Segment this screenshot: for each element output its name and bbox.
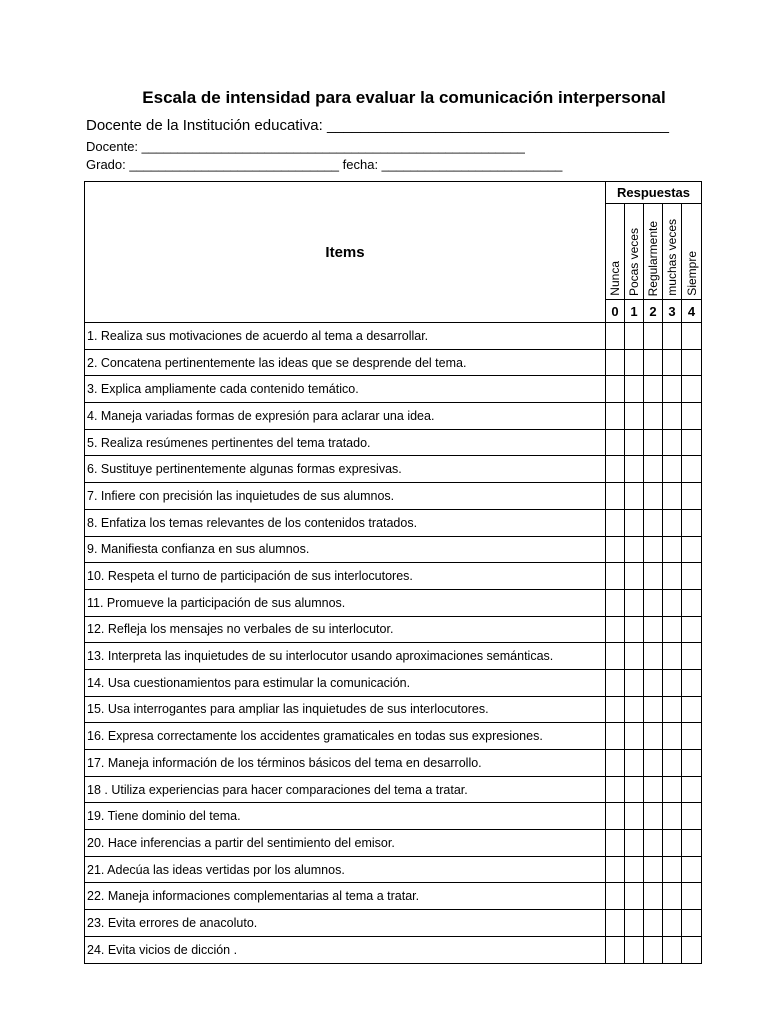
item-text: 6. Sustituye pertinentemente algunas formas expresivas. — [85, 456, 606, 483]
table-row — [85, 509, 702, 536]
response-checkbox-3[interactable] — [663, 376, 682, 403]
response-checkbox-1[interactable] — [625, 563, 644, 590]
scale-label: muchas veces — [665, 219, 679, 296]
response-checkbox-2[interactable] — [644, 536, 663, 563]
table-row — [85, 883, 702, 910]
scale-value: 4 — [682, 300, 702, 323]
table-row — [85, 830, 702, 857]
response-checkbox-3[interactable] — [663, 696, 682, 723]
response-checkbox-0[interactable] — [606, 776, 625, 803]
scale-label: Regularmente — [646, 220, 660, 296]
response-checkbox-1[interactable] — [625, 589, 644, 616]
scale-label-cell — [663, 204, 682, 300]
table-row — [85, 563, 702, 590]
table-row — [85, 723, 702, 750]
response-checkbox-0[interactable] — [606, 536, 625, 563]
response-checkbox-4[interactable] — [682, 509, 702, 536]
response-checkbox-2[interactable] — [644, 456, 663, 483]
response-checkbox-0[interactable] — [606, 616, 625, 643]
scale-label-cell — [625, 204, 644, 300]
response-checkbox-0[interactable] — [606, 349, 625, 376]
response-checkbox-3[interactable] — [663, 830, 682, 857]
grade-date-field: Grado: _____________________________ fecha: _________________________ — [86, 157, 563, 172]
response-checkbox-3[interactable] — [663, 456, 682, 483]
item-text: 18 . Utiliza experiencias para hacer comparaciones del tema a tratar. — [85, 776, 606, 803]
response-checkbox-0[interactable] — [606, 403, 625, 430]
response-checkbox-3[interactable] — [663, 483, 682, 510]
response-checkbox-3[interactable] — [663, 403, 682, 430]
response-checkbox-3[interactable] — [663, 936, 682, 963]
response-checkbox-3[interactable] — [663, 563, 682, 590]
response-checkbox-2[interactable] — [644, 776, 663, 803]
response-checkbox-2[interactable] — [644, 803, 663, 830]
response-checkbox-1[interactable] — [625, 616, 644, 643]
response-checkbox-1[interactable] — [625, 830, 644, 857]
table-row — [85, 936, 702, 963]
response-checkbox-0[interactable] — [606, 883, 625, 910]
item-text: 16. Expresa correctamente los accidentes gramaticales en todas sus expresiones. — [85, 723, 606, 750]
response-checkbox-4[interactable] — [682, 776, 702, 803]
response-checkbox-1[interactable] — [625, 750, 644, 777]
item-text: 22. Maneja informaciones complementarias al tema a tratar. — [85, 883, 606, 910]
response-checkbox-2[interactable] — [644, 403, 663, 430]
response-checkbox-1[interactable] — [625, 429, 644, 456]
response-checkbox-0[interactable] — [606, 750, 625, 777]
response-checkbox-1[interactable] — [625, 696, 644, 723]
response-checkbox-1[interactable] — [625, 669, 644, 696]
response-checkbox-4[interactable] — [682, 483, 702, 510]
response-checkbox-0[interactable] — [606, 936, 625, 963]
response-checkbox-3[interactable] — [663, 589, 682, 616]
response-checkbox-2[interactable] — [644, 376, 663, 403]
scale-value: 0 — [606, 300, 625, 323]
response-checkbox-2[interactable] — [644, 936, 663, 963]
item-text: 5. Realiza resúmenes pertinentes del tema tratado. — [85, 429, 606, 456]
table-row — [85, 856, 702, 883]
response-checkbox-2[interactable] — [644, 723, 663, 750]
response-checkbox-4[interactable] — [682, 936, 702, 963]
item-text: 24. Evita vicios de dicción . — [85, 936, 606, 963]
table-row — [85, 750, 702, 777]
response-checkbox-0[interactable] — [606, 483, 625, 510]
response-checkbox-2[interactable] — [644, 323, 663, 350]
response-checkbox-1[interactable] — [625, 723, 644, 750]
responses-header: Respuestas — [606, 182, 702, 204]
response-checkbox-3[interactable] — [663, 643, 682, 670]
response-checkbox-1[interactable] — [625, 856, 644, 883]
response-checkbox-0[interactable] — [606, 376, 625, 403]
response-checkbox-3[interactable] — [663, 536, 682, 563]
scale-label-cell — [682, 204, 702, 300]
response-checkbox-0[interactable] — [606, 456, 625, 483]
response-checkbox-0[interactable] — [606, 323, 625, 350]
item-text: 1. Realiza sus motivaciones de acuerdo al tema a desarrollar. — [85, 323, 606, 350]
table-row — [85, 536, 702, 563]
response-checkbox-0[interactable] — [606, 856, 625, 883]
response-checkbox-3[interactable] — [663, 776, 682, 803]
response-checkbox-1[interactable] — [625, 323, 644, 350]
table-row — [85, 669, 702, 696]
table-row — [85, 616, 702, 643]
response-checkbox-1[interactable] — [625, 509, 644, 536]
response-checkbox-4[interactable] — [682, 803, 702, 830]
response-checkbox-4[interactable] — [682, 883, 702, 910]
item-text: 4. Maneja variadas formas de expresión para aclarar una idea. — [85, 403, 606, 430]
items-header: Items — [85, 182, 606, 323]
item-text: 12. Refleja los mensajes no verbales de su interlocutor. — [85, 616, 606, 643]
response-checkbox-4[interactable] — [682, 723, 702, 750]
institution-field: Docente de la Institución educativa: _________________________________________ — [86, 117, 670, 134]
response-checkbox-1[interactable] — [625, 910, 644, 937]
item-text: 15. Usa interrogantes para ampliar las inquietudes de sus interlocutores. — [85, 696, 606, 723]
response-checkbox-3[interactable] — [663, 723, 682, 750]
table-row — [85, 376, 702, 403]
response-checkbox-2[interactable] — [644, 589, 663, 616]
response-checkbox-3[interactable] — [663, 669, 682, 696]
response-checkbox-1[interactable] — [625, 936, 644, 963]
scale-label: Nunca — [608, 261, 622, 296]
response-checkbox-1[interactable] — [625, 456, 644, 483]
scale-label-cell — [606, 204, 625, 300]
response-checkbox-0[interactable] — [606, 643, 625, 670]
scale-value: 2 — [644, 300, 663, 323]
response-checkbox-1[interactable] — [625, 349, 644, 376]
item-text: 17. Maneja información de los términos básicos del tema en desarrollo. — [85, 750, 606, 777]
response-checkbox-3[interactable] — [663, 883, 682, 910]
response-checkbox-1[interactable] — [625, 403, 644, 430]
response-checkbox-3[interactable] — [663, 750, 682, 777]
item-text: 7. Infiere con precisión las inquietudes de sus alumnos. — [85, 483, 606, 510]
response-checkbox-0[interactable] — [606, 429, 625, 456]
response-checkbox-3[interactable] — [663, 803, 682, 830]
table-row — [85, 456, 702, 483]
item-text: 9. Manifiesta confianza en sus alumnos. — [85, 536, 606, 563]
response-checkbox-4[interactable] — [682, 589, 702, 616]
response-checkbox-4[interactable] — [682, 429, 702, 456]
item-text: 14. Usa cuestionamientos para estimular la comunicación. — [85, 669, 606, 696]
response-checkbox-4[interactable] — [682, 536, 702, 563]
response-checkbox-2[interactable] — [644, 616, 663, 643]
item-text: 10. Respeta el turno de participación de sus interlocutores. — [85, 563, 606, 590]
teacher-field: Docente: _____________________________________________________ — [86, 139, 525, 154]
response-checkbox-2[interactable] — [644, 750, 663, 777]
response-checkbox-0[interactable] — [606, 696, 625, 723]
response-checkbox-1[interactable] — [625, 536, 644, 563]
response-checkbox-4[interactable] — [682, 856, 702, 883]
response-checkbox-0[interactable] — [606, 589, 625, 616]
response-checkbox-3[interactable] — [663, 349, 682, 376]
response-checkbox-4[interactable] — [682, 643, 702, 670]
scale-label-cell — [644, 204, 663, 300]
response-checkbox-2[interactable] — [644, 509, 663, 536]
response-checkbox-4[interactable] — [682, 323, 702, 350]
item-text: 23. Evita errores de anacoluto. — [85, 910, 606, 937]
response-checkbox-3[interactable] — [663, 509, 682, 536]
response-checkbox-4[interactable] — [682, 910, 702, 937]
item-text: 19. Tiene dominio del tema. — [85, 803, 606, 830]
response-checkbox-2[interactable] — [644, 429, 663, 456]
item-text: 13. Interpreta las inquietudes de su interlocutor usando aproximaciones semánticas. — [85, 643, 606, 670]
table-row — [85, 429, 702, 456]
response-checkbox-3[interactable] — [663, 616, 682, 643]
response-checkbox-2[interactable] — [644, 563, 663, 590]
evaluation-table — [84, 181, 702, 964]
scale-label: Siempre — [684, 251, 699, 296]
response-checkbox-4[interactable] — [682, 669, 702, 696]
response-checkbox-0[interactable] — [606, 669, 625, 696]
response-checkbox-1[interactable] — [625, 643, 644, 670]
table-row — [85, 803, 702, 830]
scale-value: 1 — [625, 300, 644, 323]
response-checkbox-4[interactable] — [682, 750, 702, 777]
response-checkbox-0[interactable] — [606, 830, 625, 857]
response-checkbox-4[interactable] — [682, 403, 702, 430]
table-row — [85, 323, 702, 350]
response-checkbox-1[interactable] — [625, 803, 644, 830]
item-text: 11. Promueve la participación de sus alumnos. — [85, 589, 606, 616]
scale-value: 3 — [663, 300, 682, 323]
item-text: 2. Concatena pertinentemente las ideas que se desprende del tema. — [85, 349, 606, 376]
response-checkbox-3[interactable] — [663, 429, 682, 456]
response-checkbox-4[interactable] — [682, 830, 702, 857]
item-text: 20. Hace inferencias a partir del sentimiento del emisor. — [85, 830, 606, 857]
response-checkbox-2[interactable] — [644, 883, 663, 910]
response-checkbox-2[interactable] — [644, 830, 663, 857]
table-row — [85, 349, 702, 376]
response-checkbox-4[interactable] — [682, 456, 702, 483]
response-checkbox-2[interactable] — [644, 696, 663, 723]
response-checkbox-1[interactable] — [625, 483, 644, 510]
table-row — [85, 696, 702, 723]
item-text: 3. Explica ampliamente cada contenido temático. — [85, 376, 606, 403]
response-checkbox-2[interactable] — [644, 856, 663, 883]
response-checkbox-4[interactable] — [682, 696, 702, 723]
document-title: Escala de intensidad para evaluar la comunicación interpersonal — [142, 88, 666, 107]
table-row — [85, 910, 702, 937]
response-checkbox-0[interactable] — [606, 803, 625, 830]
table-row — [85, 643, 702, 670]
table-row — [85, 776, 702, 803]
response-checkbox-3[interactable] — [663, 910, 682, 937]
response-checkbox-2[interactable] — [644, 643, 663, 670]
response-checkbox-0[interactable] — [606, 509, 625, 536]
response-checkbox-2[interactable] — [644, 483, 663, 510]
response-checkbox-2[interactable] — [644, 669, 663, 696]
item-text: 21. Adecúa las ideas vertidas por los alumnos. — [85, 856, 606, 883]
table-row — [85, 403, 702, 430]
response-checkbox-4[interactable] — [682, 563, 702, 590]
response-checkbox-2[interactable] — [644, 349, 663, 376]
table-row — [85, 483, 702, 510]
response-checkbox-3[interactable] — [663, 323, 682, 350]
scale-label: Pocas veces — [627, 227, 641, 296]
response-checkbox-0[interactable] — [606, 723, 625, 750]
response-checkbox-1[interactable] — [625, 376, 644, 403]
table-row — [85, 589, 702, 616]
response-checkbox-2[interactable] — [644, 910, 663, 937]
response-checkbox-4[interactable] — [682, 616, 702, 643]
item-text: 8. Enfatiza los temas relevantes de los contenidos tratados. — [85, 509, 606, 536]
response-checkbox-1[interactable] — [625, 883, 644, 910]
response-checkbox-0[interactable] — [606, 563, 625, 590]
response-checkbox-1[interactable] — [625, 776, 644, 803]
response-checkbox-3[interactable] — [663, 856, 682, 883]
response-checkbox-4[interactable] — [682, 376, 702, 403]
response-checkbox-4[interactable] — [682, 349, 702, 376]
response-checkbox-0[interactable] — [606, 910, 625, 937]
